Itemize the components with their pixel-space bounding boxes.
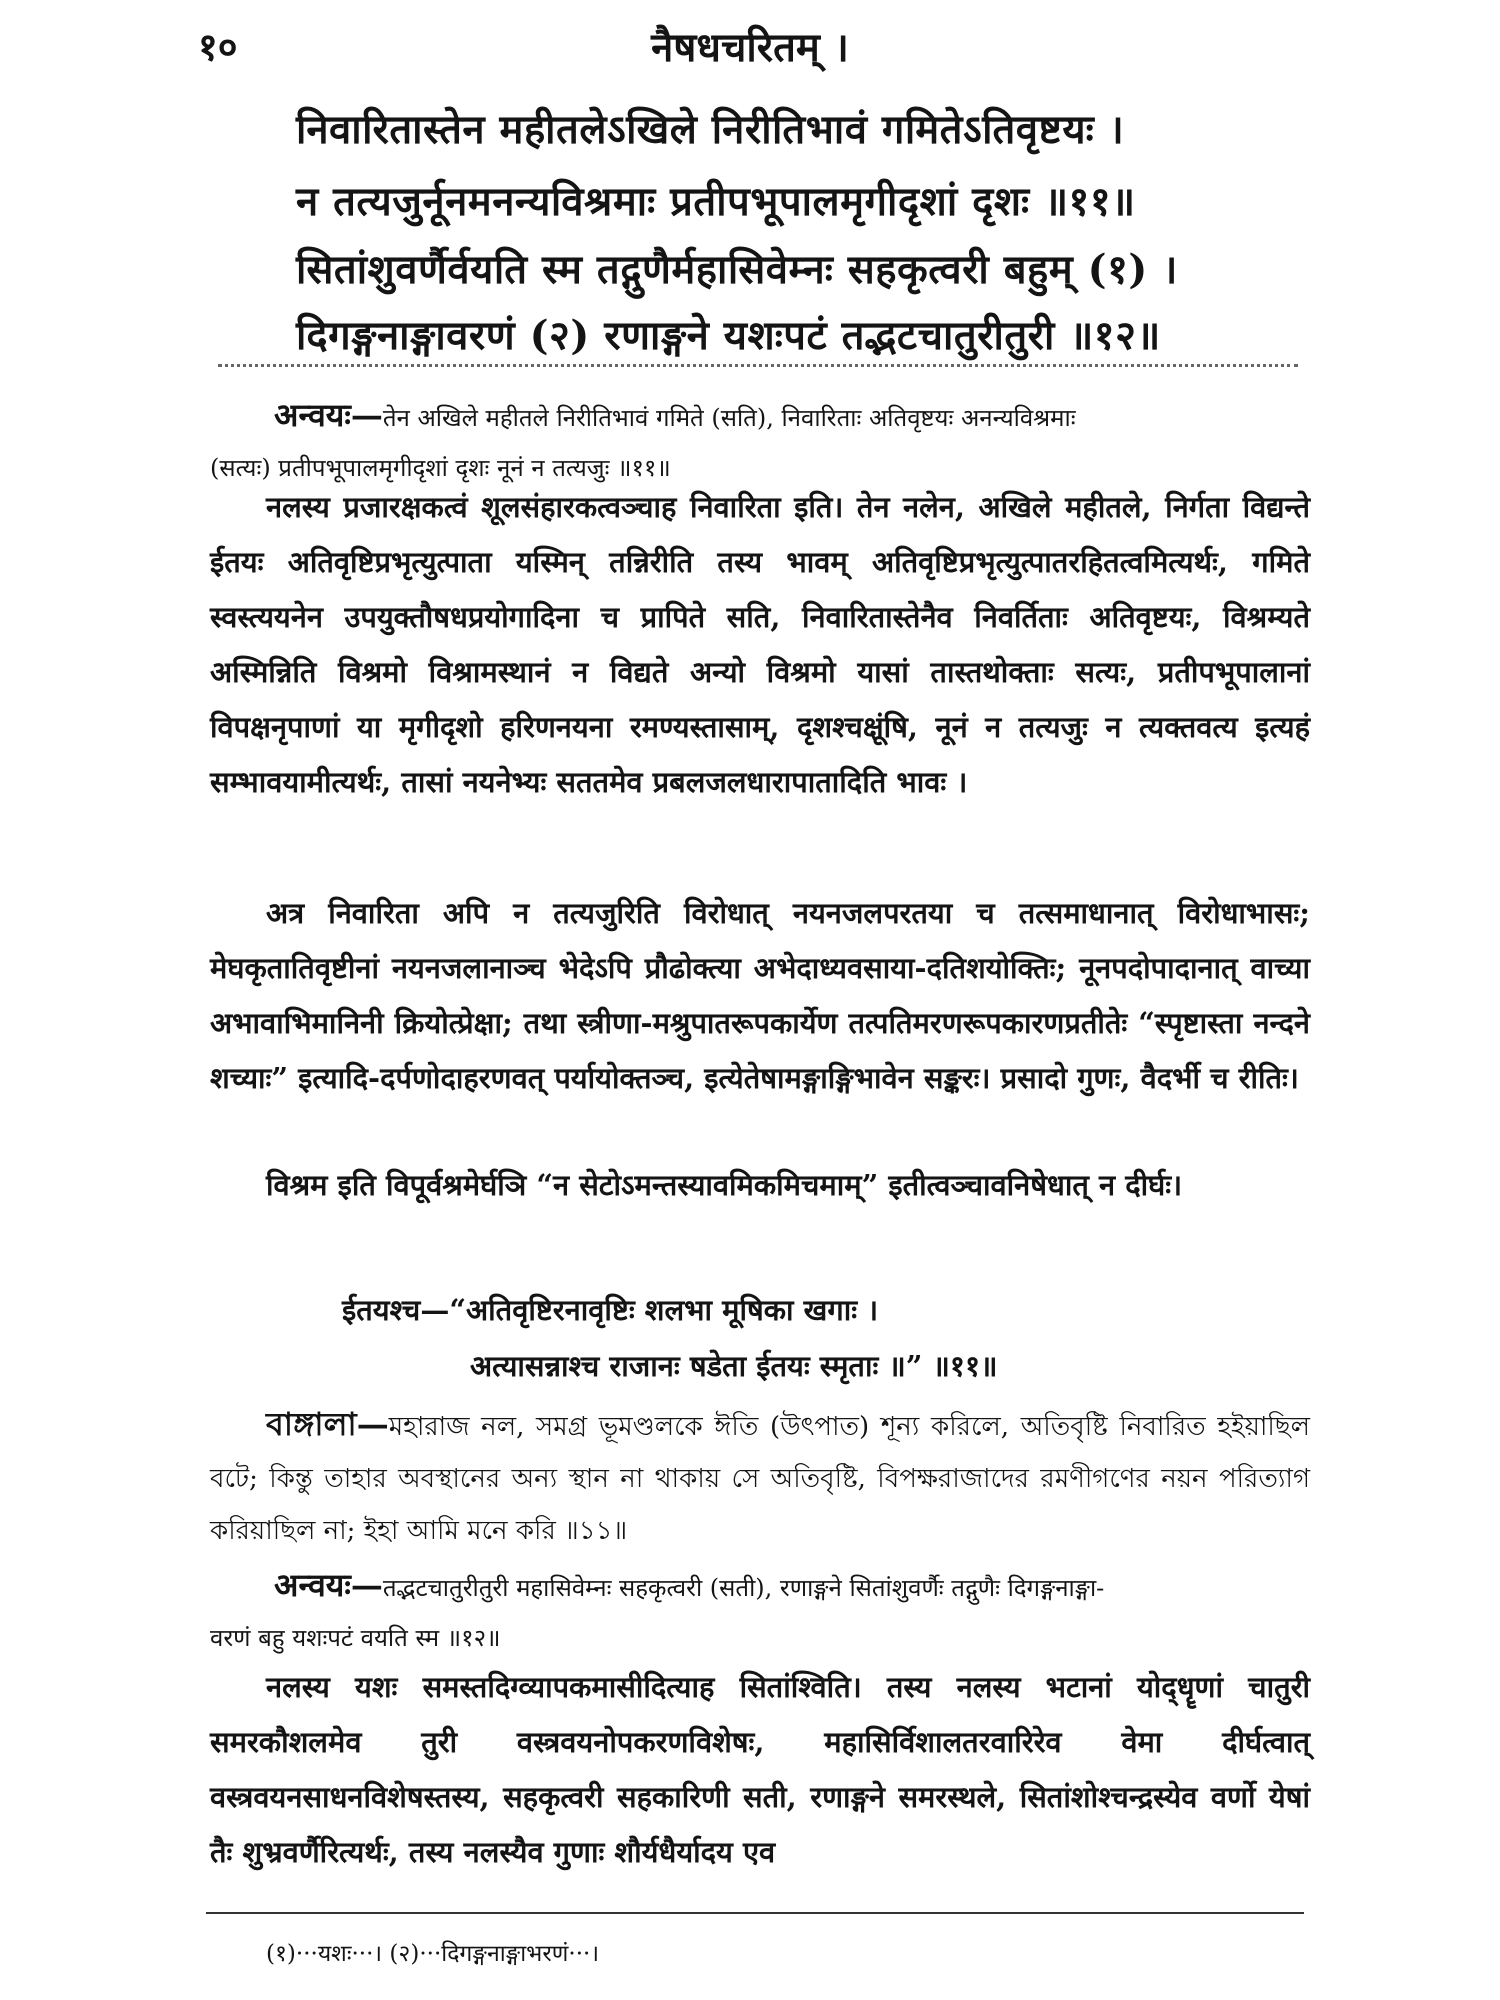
quote-line: ईतयश्च—“अतिवृष्टिरनावृष्टिः शलभा मूषिका खगाः । bbox=[342, 1293, 879, 1327]
footnote-rule bbox=[206, 1912, 1304, 1914]
anvaya-text: तेन अखिले महीतले निरीतिभावं गमिते (सति), निवारिताः अतिवृष्टयः अनन्यविश्रमाः bbox=[382, 404, 1076, 432]
anvaya-text-cont: वरणं बहु यशःपटं वयति स्म ॥१२॥ bbox=[210, 1624, 501, 1652]
bengali-translation bbox=[210, 1398, 1310, 1557]
verse-line: न तत्यजुर्नूनमनन्यविश्रमाः प्रतीपभूपालमृगीदृशां दृशः ॥११॥ bbox=[296, 178, 1136, 225]
commentary-paragraph bbox=[210, 1660, 1310, 1880]
anvaya-label: अन्वयः— bbox=[274, 1566, 383, 1604]
page-number: १० bbox=[198, 24, 238, 69]
commentary-text: अत्र निवारिता अपि न तत्यजुरिति विरोधात् नयनजलपरतया च तत्समाधानात् विरोधाभासः; मेघकृतातिवृष्टीनां नयनजलानाञ्च भेदेऽपि प्रौढोक्त्या अभेदाध्यवसाया-दतिशयोक्तिः; नूनपदोपादानात् वाच्या अभावाभिमानिनी क्रियोत्प्रेक्षा; तथा स्त्रीणा-मश्रुपातरूपकार्येण तत्पतिमरणरूपकारणप्रतीतेः “स्पृष्टास्ता नन्दने शच्याः” इत्यादि-दर्पणोदाहरणवत् पर्यायोक्तञ्च, इत्येतेषामङ्गाङ्गिभावेन सङ्करः। प्रसादो गुणः, वैदर्भी च रीतिः। bbox=[210, 896, 1310, 1095]
running-title: नैषधचरितम् । bbox=[651, 24, 849, 71]
dotted-separator bbox=[218, 364, 1298, 367]
anvaya-11 bbox=[210, 390, 1310, 493]
bengali-label: বাঙ্গালা— bbox=[266, 1405, 389, 1443]
commentary-text: विश्रम इति विपूर्वश्रमेर्घञि “न सेटोऽमन्तस्यावमिकमिचमाम्” इतीत्वञ्चावनिषेधात् न दीर्घः। bbox=[266, 1168, 1183, 1202]
verse-line: दिगङ्गनाङ्गावरणं (२) रणाङ्गने यशःपटं तद्भटचातुरीतुरी ॥१२॥ bbox=[296, 312, 1161, 359]
bengali-text: মহারাজ নল, সমগ্র ভূমণ্ডলকে ঈতি (উৎপাত) শূন্য করিলে, অতিবৃষ্টি নিবারিত হইয়াছিল বটে; কিন্তু তাহার অবস্থানের অন্য স্থান না থাকায় সে অতিবৃষ্টি, বিপক্ষরাজাদের রমণীগণের নয়ন পরিত্যাগ করিয়াছিল না; ইহা আমি মনে করি ॥১১॥ bbox=[210, 1412, 1310, 1546]
commentary-paragraph bbox=[210, 886, 1310, 1106]
anvaya-label: अन्वयः— bbox=[274, 396, 383, 434]
commentary-text: नलस्य यशः समस्तदिग्व्यापकमासीदित्याह सितांश्विति। तस्य नलस्य भटानां योद्धॄणां चातुरी समरकौशलमेव तुरी वस्त्रवयनोपकरणविशेषः, महासिर्विशालतरवारिरेव वेमा दीर्घत्वात् वस्त्रवयनसाधनविशेषस्तस्य, सहकृत्वरी सहकारिणी सती, रणाङ्गने समरस्थले, सितांशोश्चन्द्रस्येव वर्णो येषां तैः शुभ्रवर्णैरित्यर्थः, तस्य नलस्यैव गुणाः शौर्यधैर्यादय एव bbox=[210, 1670, 1310, 1869]
anvaya-text: तद्भटचातुरीतुरी महासिवेम्नः सहकृत्वरी (सती), रणाङ्गने सितांशुवर्णैः तद्गुणैः दिगङ्गनाङ्गा- bbox=[382, 1574, 1105, 1602]
commentary-paragraph bbox=[210, 1158, 1310, 1213]
quote-line: अत्यासन्नाश्च राजानः षडेता ईतयः स्मृताः ॥” ॥११॥ bbox=[470, 1349, 998, 1383]
commentary-text: नलस्य प्रजारक्षकत्वं शूलसंहारकत्वञ्चाह निवारिता इति। तेन नलेन, अखिले महीतले, निर्गता विद्यन्ते ईतयः अतिवृष्टिप्रभृत्युत्पाता यस्मिन् तन्निरीति तस्य भावम् अतिवृष्टिप्रभृत्युत्पातरहितत्वमित्यर्थः, गमिते स्वस्त्ययनेन उपयुक्तौषधप्रयोगादिना च प्रापिते सति, निवारितास्तेनैव निवर्तिताः अतिवृष्टयः, विश्रम्यते अस्मिन्निति विश्रमो विश्रामस्थानं न विद्यते अन्यो विश्रमो यासां तास्तथोक्ताः सत्यः, प्रतीपभूपालानां विपक्षनृपाणां या मृगीदृशो हरिणनयना रमण्यस्तासाम्, दृशश्चक्षूंषि, नूनं न तत्यजुः न त्यक्तवत्य इत्यहं सम्भावयामीत्यर्थः, तासां नयनेभ्यः सततमेव प्रबलजलधारापातादिति भावः । bbox=[210, 490, 1310, 799]
verse-line: निवारितास्तेन महीतलेऽखिले निरीतिभावं गमितेऽतिवृष्टयः । bbox=[296, 106, 1125, 153]
anvaya-12 bbox=[210, 1560, 1310, 1663]
anvaya-text-cont: (सत्यः) प्रतीपभूपालमृगीदृशां दृशः नूनं न तत्यजुः ॥११॥ bbox=[210, 454, 671, 482]
verse-line: सितांशुवर्णैर्वयति स्म तद्गुणैर्महासिवेम्नः सहकृत्वरी बहुम् (१) । bbox=[296, 246, 1178, 293]
commentary-paragraph bbox=[210, 480, 1310, 810]
footnote: (१)···यशः···। (२)···दिगङ्गनाङ्गाभरणं···। bbox=[266, 1941, 600, 1967]
